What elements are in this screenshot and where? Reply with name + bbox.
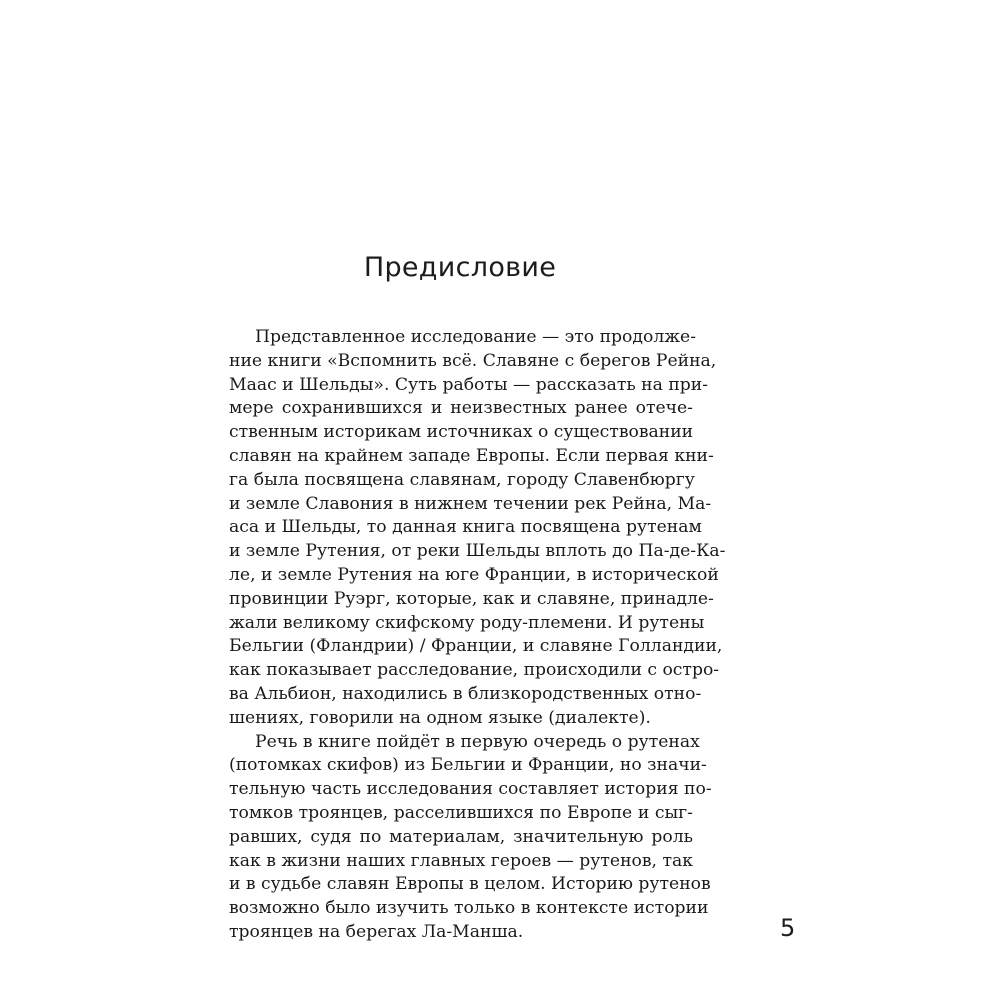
text-line: как в жизни наших главных героев — рутенов, так [229, 850, 693, 871]
text-line: Представленное исследование — это продолже- [255, 327, 697, 347]
text-line: равших, судя по материалам, значительную роль [229, 826, 693, 847]
text-line: ственным историкам источниках о существовании [229, 422, 694, 443]
text-line: (потомках скифов) из Бельгии и Франции, но значи- [229, 755, 707, 776]
text-line: ние книги «Вспомнить всё. Славяне с берегов Рейна, [229, 350, 717, 371]
text-line: и земле Рутения, от реки Шельды вплоть до Па-де-Ка- [229, 541, 726, 562]
text-line: ва Альбион, находились в близкородственных отно- [229, 683, 702, 704]
text-line: ле, и земле Рутения на юге Франции, в исторической [229, 564, 719, 585]
text-line: Бельгии (Фландрии) / Франции, и славяне Голландии, [229, 636, 723, 657]
text-line: и земле Славония в нижнем течении рек Рейна, Ма- [229, 493, 712, 514]
body-text [229, 326, 726, 945]
text-line: шениях, говорили на одном языке (диалекте). [229, 707, 651, 728]
page-number: 5 [780, 914, 796, 942]
text-line: троянцев на берегах Ла-Манша. [229, 921, 524, 942]
text-line: аса и Шельды, то данная книга посвящена рутенам [229, 517, 702, 538]
paragraph-1 [229, 326, 726, 731]
text-line: томков троянцев, расселившихся по Европе и сыг- [229, 802, 693, 823]
text-line: Маас и Шельды». Суть работы — рассказать на при- [229, 374, 709, 395]
paragraph-2 [229, 731, 712, 945]
text-line: и в судьбе славян Европы в целом. Историю рутенов [229, 874, 711, 895]
text-line: провинции Руэрг, которые, как и славяне, принадле- [229, 588, 714, 609]
text-line: га была посвящена славянам, городу Славенбюргу [229, 469, 695, 490]
text-line: Речь в книге пойдёт в первую очередь о рутенах [255, 731, 700, 752]
text-line: возможно было изучить только в контексте истории [229, 898, 709, 919]
text-line: мере сохранившихся и неизвестных ранее отече- [229, 398, 693, 419]
chapter-title: Предисловие [363, 252, 557, 283]
text-line: жали великому скифскому роду-племени. И рутены [229, 612, 705, 633]
text-line: славян на крайнем западе Европы. Если первая кни- [229, 445, 714, 466]
text-line: тельную часть исследования составляет история по- [229, 779, 712, 800]
text-line: как показывает расследование, происходили с остро- [229, 660, 720, 681]
